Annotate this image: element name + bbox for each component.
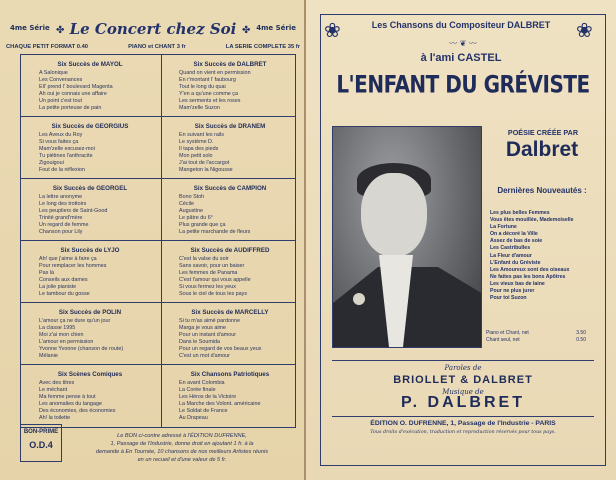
song-item: Moi z'ai mon chien [39,332,84,338]
song-item: Le Soldat de France [179,408,228,414]
song-section [163,371,297,422]
dedication: à l'ami CASTEL [420,52,502,64]
song-item: Dans le Soumida [179,339,221,345]
coupon-note-line: en un recueil et d'une valeur de 5 fr. [137,457,227,463]
latest-releases-list [490,210,600,302]
song-item: En r'montant l' faubourg [179,77,236,83]
song-item: Ell' prend l' boulevard Magenta [39,84,113,90]
song-item: Mélanie [39,353,58,359]
song-item: La petite marchande de fleurs [179,229,251,235]
row-divider [21,302,295,303]
song-section [163,247,297,298]
song-item: L'amour en permission [39,339,94,345]
song-item: En suivant les rails [179,132,224,138]
coupon-note-line: Le BON ci-contre adressé à l'ÉDITION DUFRENNE, [117,433,247,439]
song-section [23,123,157,174]
release-item: Pour toi Suzon [490,295,527,302]
song-item: C'est un mot d'amour [179,353,230,359]
song-item: Pour un instant d'amour [179,332,237,338]
song-item: Pas là [39,270,54,276]
series-tag-left: 4me Série [10,24,50,32]
song-item: Bono Stoh [179,194,205,200]
release-item: Ne faites pas les bons Apôtres [490,273,566,280]
song-item: C'est la valse du soir [179,256,229,262]
song-item: Les femmes de Panama [179,270,238,276]
composer: P. DALBRET [401,394,525,411]
song-item: Conseils aux dames [39,277,88,283]
coupon-note [64,432,300,464]
song-item: Il tapa des pieds [179,146,219,152]
song-item: Le système D. [179,139,214,145]
section-title: Six Chansons Patriotiques [190,371,270,378]
song-item: Un point c'est tout [39,98,82,104]
song-item: Ah! la toilette [39,415,71,421]
song-list-box [20,54,296,428]
subtitle-piano: PIANO et CHANT 3 fr [128,44,186,50]
song-item: Ma femme pense à tout [39,394,96,400]
song-item: Quand on vient en permission [179,70,251,76]
song-item: Ah! que j'aime à faire ça [39,256,97,262]
release-item: Assez de bas de soie [490,238,543,245]
poesie-label: POÉSIE CRÉÉE PAR [507,128,579,137]
price-row [486,337,586,344]
release-item: La Fleur d'amour [490,252,532,259]
price-label: Piano et Chant, net [486,330,529,336]
song-item: Ah oui je connais une affaire [39,91,107,97]
author-name: Dalbret [505,138,579,161]
section-title: Six Succès de GEORGEL [52,185,128,192]
section-title: Six Succès de GEORGIUS [51,123,129,130]
song-section [23,309,157,360]
portrait-photo [332,126,482,348]
release-item: Les Amoureux sont des oiseaux [490,266,570,273]
price-value: 3.50 [576,330,586,336]
song-item: Des économies, des économies [39,408,116,414]
song-item: Y'en a qu'une comme ça [179,91,238,97]
song-item: La Corée finale [179,387,216,393]
song-item: La lettre anonyme [39,194,83,200]
song-item: Plus grande que ça [179,222,226,228]
release-item: La Fortune [490,224,517,231]
song-item: Le long des trottoirs [39,201,87,207]
price-list [486,330,586,344]
song-section [23,185,157,236]
song-item: Pour remplacer les hommes [39,263,107,269]
release-item: Les plus belles Femmes [490,210,550,216]
row-divider [21,178,295,179]
section-title: Six Succès de POLIN [58,309,122,316]
song-item: Les peupliers de Saint-Good [39,208,108,214]
song-item: Marga je vous aime [179,325,227,331]
coupon-note-line: demande à En Tournée, 10 chansons de nos meilleurs Artistes réunis [95,449,269,455]
section-title: Six Scènes Comiques [57,371,123,378]
subtitle-complete: LA SERIE COMPLETE 35 fr [225,44,300,50]
song-item: A Salonique [39,70,68,76]
song-section [23,247,157,298]
lyricists: BRIOLLET & DALBRET [393,374,533,386]
divider [332,416,594,417]
music-label: Musique de [442,388,484,396]
song-title: L'ENFANT DU GRÉVISTE [336,69,590,99]
price-value: 0.50 [576,337,586,343]
song-item: Si vous fermez les yeux [179,284,236,290]
song-item: L'amour ça ne dure qu'un jour [39,318,111,324]
song-section [23,371,157,422]
song-item: Trinité grand'mère [39,215,83,221]
coupon-note-line: 1, Passage de l'Industrie, donne droit en ajoutant 1 fr. à la [110,441,254,447]
price-label: Chant seul, net [486,337,520,343]
song-item: Les Héros de la Victoire [179,394,237,400]
song-item: La petite porteuse de pain [39,105,102,111]
row-divider [21,364,295,365]
section-title: Six Succès de MARCELLY [191,309,269,316]
song-item: Les serments et les roses [179,98,241,104]
song-item: Si tu m'as aimé pardonne [179,318,240,324]
section-title: Six Succès de DRANEM [194,123,266,130]
section-title: Six Succès de DALBRET [193,61,267,68]
song-section [163,61,297,112]
latest-releases-title: Dernières Nouveautés : [497,186,587,195]
song-item: Au Drapeau [179,415,208,421]
song-item: Mam'zelle excusez-moi [39,146,95,152]
section-title: Six Succès de CAMPION [193,185,267,192]
song-item: Chanson pour Lily [39,229,83,235]
song-item: Tu piétines l'anthracite [39,153,93,159]
song-item: Yvonne Yvonne (chanson de route) [39,346,124,352]
price-subtitle [6,44,300,50]
divider [332,360,594,361]
song-section [163,123,297,174]
song-item: Avec des titres [39,380,75,386]
song-item: Si vous faites ça [39,139,79,145]
song-item: Cécile [179,201,194,207]
left-page [0,0,306,480]
release-item: Vous êtes mouillée, Mademoiselle [490,217,574,224]
column-divider [161,55,162,427]
release-item: Les Castribulles [490,245,531,252]
song-section [163,185,297,236]
song-item: Zigouigoui [39,160,64,166]
song-item: Mangeton la Nigousse [179,167,233,173]
collection-header: Les Chansons du Compositeur DALBRET [371,20,551,30]
collection-title: Le Concert chez Soi [69,20,237,38]
song-item: J'ai tout de l'accargot [179,160,230,166]
song-item: La Marche des Volont. américaine [179,401,261,407]
ornament-icon: ✤ [242,25,251,36]
section-title: Six Succès de LYJO [60,247,120,254]
song-item: Sous le ciel de tous les pays [179,291,248,297]
song-section [23,61,157,112]
rights-notice: Tous droits d'exécution, traduction et reproduction réservés pour tous pays. [370,430,556,435]
section-title: Six Succès de MAYOL [57,61,123,68]
row-divider [21,240,295,241]
song-item: Mon petit solo [179,153,213,159]
song-item: C'est l'amour qui vous appelle [179,277,251,283]
song-item: Le méchant [39,387,68,393]
song-item: Les Convenances [39,77,83,83]
song-item: Tout le long du quai [179,84,226,90]
release-item: On a décoré la Ville [490,231,538,238]
song-item: Fout de la réflexion [39,167,85,173]
song-section [163,309,297,360]
bon-prime-code: O.D.4 [29,440,53,450]
release-item: Les vieux bas de laine [490,280,545,287]
ornament-icon: 〰 ❦ 〰 [449,39,477,48]
flower-ornament-icon: ❀ [576,18,593,42]
song-item: Les Aveux du Roy [39,132,83,138]
song-item: Pour un regard de vos beaux yeux [179,346,262,352]
song-item: Le tambour du gosse [39,291,90,297]
song-item: Un regard de femme [39,222,89,228]
price-row [486,330,586,337]
lyrics-label: Paroles de [444,364,482,372]
release-item: L'Enfant du Gréviste [490,259,541,266]
subtitle-format: CHAQUE PETIT FORMAT 0.40 [6,44,89,50]
song-item: Le pâtre du 6° [179,215,213,221]
bon-prime-label: BON-PRIME [23,429,59,435]
release-item: Pour ne plus jurer [490,288,535,295]
series-tag-right: 4me Série [256,24,296,32]
bon-prime-coupon [20,424,62,462]
song-item: La classe 1995 [39,325,76,331]
song-item: En avant Colombia [179,380,225,386]
publisher: ÉDITION O. DUFRENNE, 1, Passage de l'Industrie - PARIS [370,420,556,427]
section-title: Six Succès de AUDIFFRED [190,247,270,254]
song-item: Les anomalies du langage [39,401,102,407]
song-item: Sans savoir, pour un baiser [179,263,245,269]
song-item: Augustine [179,208,203,214]
ornament-icon: ✤ [56,25,65,36]
row-divider [21,116,295,117]
song-item: Mam'zelle Suzon [179,105,220,111]
left-header [6,20,300,42]
song-item: La jolie pianiste [39,284,77,290]
flower-ornament-icon: ❀ [324,18,341,42]
